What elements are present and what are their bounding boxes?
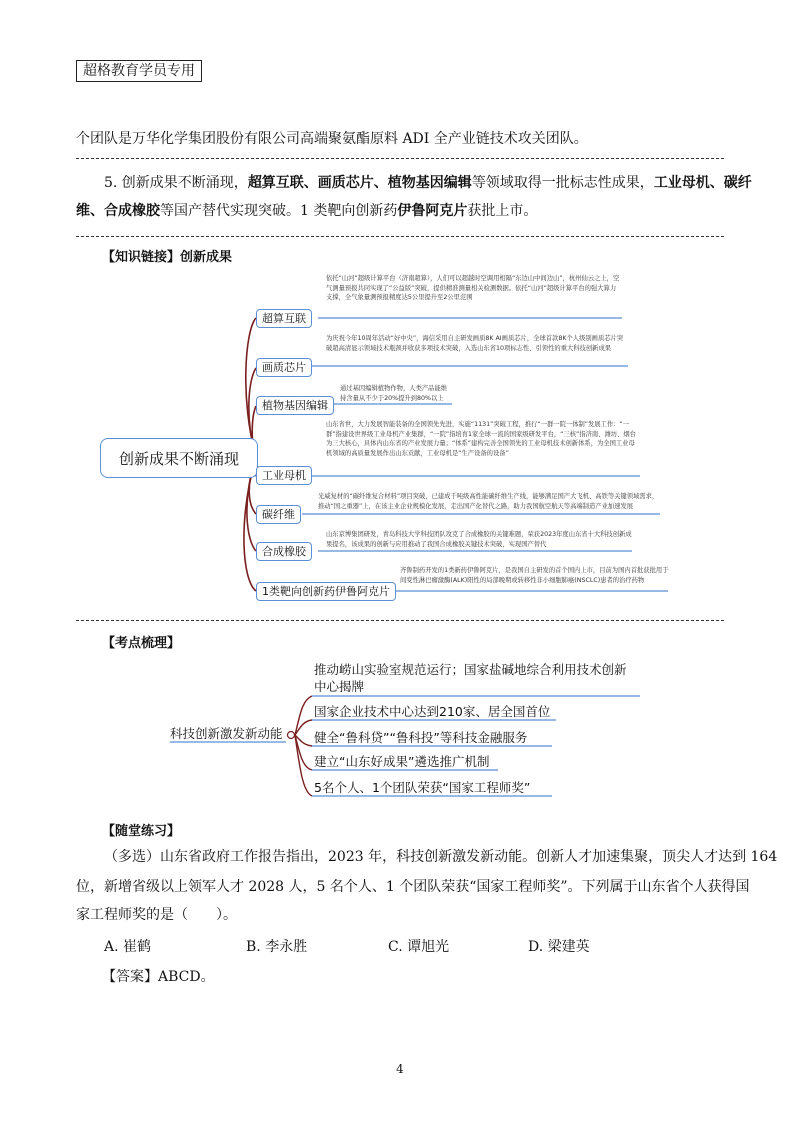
branch-carbon-fiber-desc: 光威复材的“碳纤维复合材料”项目突破，已建成千吨级高性能碳纤维生产线，能够满足国产大飞机、高铁等关键领域需求，推动“国之重器”上，在该主业企业规模化发展，走出国产化替代之路，助力我国航空航天等高端制造产业加速发展 <box>318 493 659 510</box>
point5-bold-4: 伊鲁阿克片 <box>397 203 468 219</box>
answer-line: 【答案】ABCD。 <box>102 969 215 985</box>
key-points-title: 科技创新激发新动能 <box>170 726 283 741</box>
branch-carbon-fiber: 碳纤维 <box>256 505 301 524</box>
intro-line: 个团队是万华化学集团股份有限公司高端聚氨酯原料 ADI 全产业链技术攻关团队。 <box>76 131 588 147</box>
practice-heading: 【随堂练习】 <box>102 824 181 839</box>
key-points-heading: 【考点梳理】 <box>102 636 181 651</box>
branch-targeted-drug: 1类靶向创新药伊鲁阿克片 <box>256 582 396 601</box>
practice-line2: 位，新增省级以上领军人才 2028 人，5 名个人、1 个团队荣获“国家工程师奖”。下列属于山东省个人获得国 <box>76 879 750 895</box>
keypoints-hub <box>288 732 295 739</box>
branch-image-chip-desc: 为庆祝今年10周年活动“好中央”，海信采用自主研发画质8K AI画质芯片，全球首款8K个人级别画质芯片突破超高清显示领域技术瓶颈并收获多项技术突破，入选山东省10项标志性、引领性的重大科技创新成果 <box>326 335 624 352</box>
page-number: 4 <box>396 1062 404 1076</box>
branch-supercomputing-desc: 依托“山河”超级计算平台（济南超算），人们可以超越时空调用相隔“东边山中间边山”，杭州仙云之上，空气测量预报共同实现了“公益版”突破，提供精准测量相关检测数据。依托“山河”超级计算平台的强大算力支撑，全气象量测预报精度达5公里提升至2公里范围 <box>326 275 620 301</box>
branch-synthetic-rubber-desc: 山东京博集团研发，青岛科技大学科技团队攻克了合成橡胶的关键难题，荣获2023年度山东省十大科技创新成果提名，该成果的创新与应用推动了我国合成橡胶关键技术突破，实现国产替代 <box>326 531 632 548</box>
point5-text-1: 5. 创新成果不断涌现， <box>104 175 248 191</box>
branch-supercomputing: 超算互联 <box>256 309 312 328</box>
branch-image-chip: 画质芯片 <box>256 358 312 377</box>
point5-bold-2: 工业母机、碳纤 <box>653 175 752 191</box>
key-point-1-line1: 推动崂山实验室规范运行；国家盐碱地综合利用技术创新 <box>314 662 627 677</box>
option-c: C. 谭旭光 <box>388 939 450 955</box>
knowledge-link-heading: 【知识链接】创新成果 <box>102 250 233 265</box>
kp-connector-1 <box>295 696 312 735</box>
option-b: B. 李永胜 <box>246 939 308 955</box>
point5-bold-1: 超算互联、画质芯片、植物基因编辑 <box>247 175 472 191</box>
key-point-4: 建立“山东好成果”遴选推广机制 <box>314 754 490 769</box>
mindmap-title: 创新成果不断涌现 <box>100 438 258 478</box>
branch-synthetic-rubber: 合成橡胶 <box>256 542 312 561</box>
branch-targeted-drug-desc: 齐鲁制药开发的1类新药伊鲁阿克片，是我国自主研发的首个国内上市，目前为国内首批获批用于间变性淋巴瘤激酶(ALK)阳性的局部晚期或转移性非小细胞肺癌(NSCLC)患者的治疗药物 <box>400 567 669 584</box>
practice-line1: （多选）山东省政府工作报告指出，2023 年，科技创新激发新动能。创新人才加速集聚，顶尖人才达到 164 <box>104 849 778 865</box>
key-point-2: 国家企业技术中心达到210家、居全国首位 <box>314 704 551 719</box>
point5-text-4: 获批上市。 <box>467 203 538 219</box>
option-a: A. 崔鹤 <box>104 939 152 955</box>
branch-plant-gene-editing-desc: 通过基因编辑植物作物，人类产品能维持含量从不少于20%提升到80%以上 <box>340 385 448 402</box>
key-point-5: 5名个人、1个团队荣获“国家工程师奖” <box>314 780 531 795</box>
branch-machine-tools: 工业母机 <box>256 466 312 485</box>
branch-machine-tools-desc: 山东省世，大力发展智能装备的全国领先先进，实施“1131”突破工程，推行“一群一院一体制”发展工作：“一群”指建设世界级工业母机产业集群，“一院”指培育1家全球一流的国家级研发平台，“三核”指济南、潍坊、烟台为三大核心，具体内山东省的产业发展力量；“体系”建构完善全国领先的工业母机技术创新体系，为全国工业母机领域的高质量发展作出山东贡献，工业母机是“生产设备的设备” <box>326 421 636 457</box>
header-label: 超格教育学员专用 <box>76 60 202 82</box>
practice-line3: 家工程师奖的是（ ）。 <box>76 907 237 923</box>
key-point-1-line2: 中心揭牌 <box>314 679 365 694</box>
point5-text-2: 等领域取得一批标志性成果， <box>471 175 654 191</box>
option-d: D. 梁建英 <box>528 939 590 955</box>
point5-text-3: 等国产替代实现突破。1 类靶向创新药 <box>160 203 398 219</box>
point5-bold-3: 维、合成橡胶 <box>76 203 160 219</box>
branch-plant-gene-editing: 植物基因编辑 <box>256 396 334 415</box>
key-point-3: 健全“鲁科贷”“鲁科投”等科技金融服务 <box>314 730 528 745</box>
